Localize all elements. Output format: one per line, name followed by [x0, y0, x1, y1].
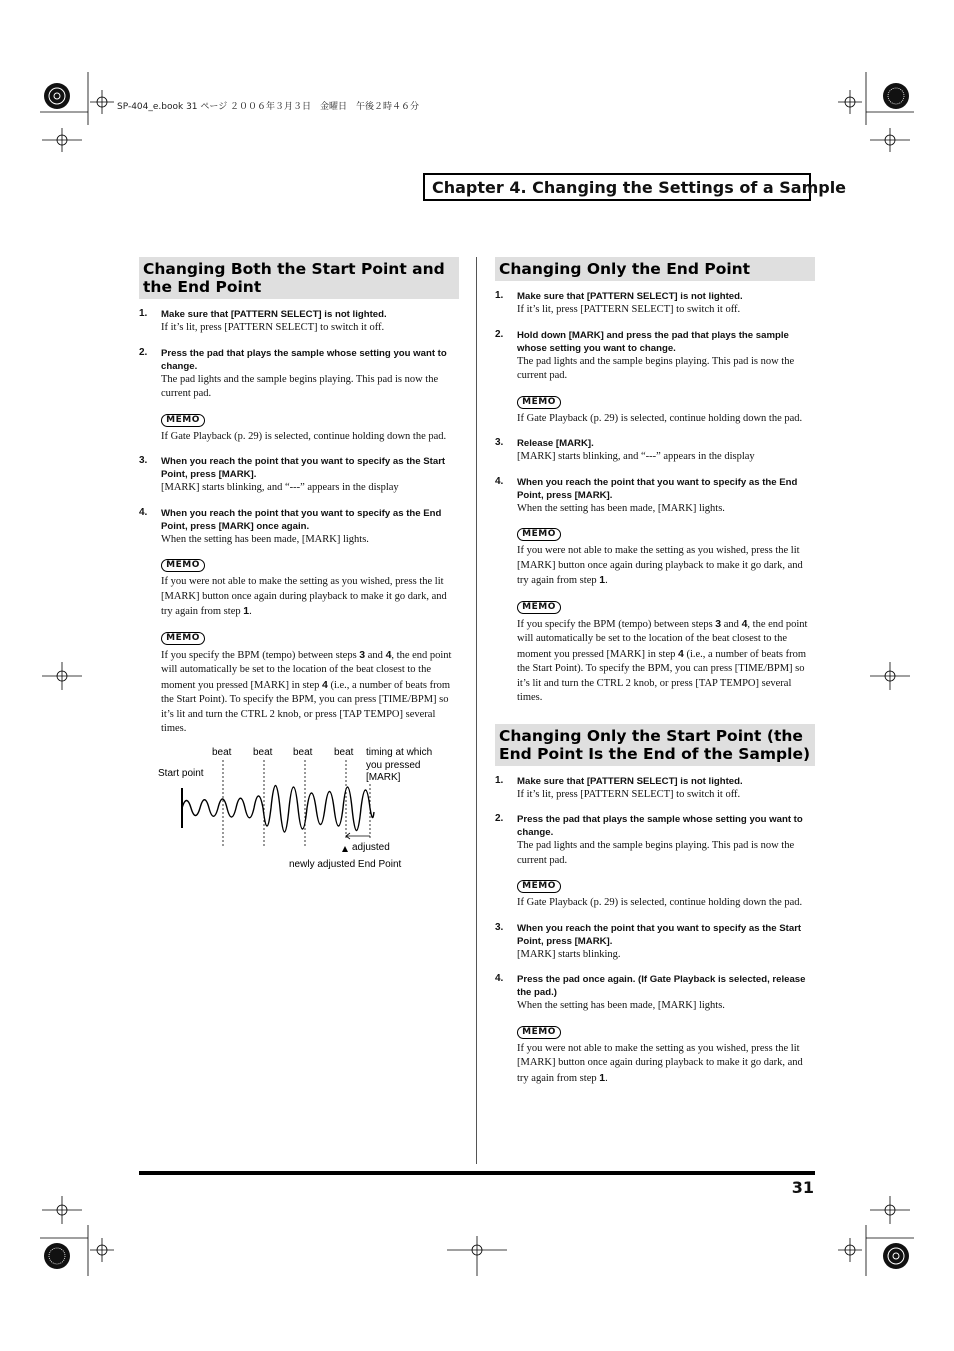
- step-title: Make sure that [PATTERN SELECT] is not lighted.: [517, 291, 743, 302]
- beat-label: beat: [212, 747, 232, 758]
- step-item: [495, 476, 815, 706]
- step-ref: 4: [677, 647, 684, 660]
- memo-text-part: If you were not able to make the setting as you wished, press the lit [MARK] button once again during playback to make it go dark, and try again from step: [517, 545, 803, 586]
- memo-icon: MEMO: [161, 559, 205, 572]
- step-title: Hold down [MARK] and press the pad that plays the sample whose setting you want to change.: [517, 329, 789, 354]
- step-body: If it’s lit, press [PATTERN SELECT] to switch it off.: [517, 304, 741, 315]
- step-ref: 4: [321, 678, 328, 691]
- memo-icon: MEMO: [517, 601, 561, 614]
- step-item: [139, 347, 459, 445]
- step-ref: 4: [385, 648, 392, 661]
- step-number: 2.: [495, 328, 504, 340]
- memo-text: [517, 544, 815, 589]
- memo-text-part: .: [605, 575, 608, 586]
- memo-note: [517, 596, 815, 706]
- memo-note: [161, 554, 459, 620]
- section-heading-start-point: Changing Only the Start Point (the End Point Is the End of the Sample): [495, 724, 815, 766]
- step-number: 2.: [139, 346, 148, 358]
- memo-text: If Gate Playback (p. 29) is selected, continue holding down the pad.: [517, 897, 803, 908]
- step-body: When the setting has been made, [MARK] lights.: [161, 533, 369, 545]
- memo-icon: MEMO: [517, 1026, 561, 1039]
- section-heading-end-point: Changing Only the End Point: [495, 257, 815, 281]
- step-ref: 4: [741, 617, 748, 630]
- memo-text-part: and: [365, 649, 386, 661]
- waveform-diagram: [150, 740, 450, 875]
- page-number: 31: [791, 1178, 814, 1197]
- step-title: Press the pad once again. (If Gate Playback is selected, release the pad.): [517, 974, 806, 998]
- step-number: 1.: [139, 308, 148, 319]
- memo-text-part: If you were not able to make the setting as you wished, press the lit [MARK] button once again during playback to make it go dark, and try again from step: [517, 1042, 803, 1084]
- printer-slug: SP-404_e.book 31 ページ ２００６年３月３日 金曜日 午後２時４６分: [117, 102, 420, 112]
- step-item: [495, 973, 815, 1086]
- memo-note: [517, 523, 815, 589]
- end-point-marker: [342, 846, 348, 852]
- memo-text-part: , the end point will automatically be set to the location of the beat closest to the moment you pressed [MARK] in step: [161, 649, 452, 691]
- memo-text: [161, 648, 459, 737]
- section-heading-both-points: Changing Both the Start Point and the End Point: [139, 257, 459, 299]
- memo-text: If Gate Playback (p. 29) is selected, continue holding down the pad.: [161, 430, 447, 442]
- memo-note: [517, 1021, 815, 1087]
- step-number: 3.: [495, 437, 504, 448]
- footer-rule: [139, 1171, 815, 1175]
- left-column: [139, 257, 459, 748]
- adjusted-label: adjusted: [352, 842, 390, 853]
- memo-text: [517, 617, 815, 706]
- step-number: 4.: [139, 506, 148, 518]
- steps-both-points: [139, 308, 459, 737]
- step-title: When you reach the point that you want to specify as the End Point, press [MARK].: [517, 476, 798, 501]
- waveform-line: [182, 786, 374, 833]
- memo-text-part: If you specify the BPM (tempo) between steps: [517, 618, 716, 630]
- memo-text-part: , the end point will automatically be set to the location of the beat closest to the moment you pressed [MARK] in step: [517, 618, 808, 660]
- memo-note: [517, 875, 815, 911]
- chapter-title: Chapter 4. Changing the Settings of a Sample: [423, 173, 811, 201]
- memo-note: [161, 409, 459, 445]
- memo-text-part: and: [721, 618, 742, 630]
- memo-text: [517, 1042, 815, 1087]
- memo-icon: MEMO: [161, 632, 205, 645]
- step-body: When the setting has been made, [MARK] lights.: [517, 1000, 725, 1011]
- step-item: [495, 290, 815, 318]
- step-ref: 1: [599, 574, 606, 586]
- column-divider: [476, 257, 477, 1164]
- memo-icon: MEMO: [161, 414, 205, 427]
- step-title: Release [MARK].: [517, 438, 594, 449]
- memo-text-part: .: [249, 606, 252, 617]
- step-number: 3.: [495, 921, 504, 933]
- memo-icon: MEMO: [517, 396, 561, 409]
- step-item: [495, 329, 815, 427]
- step-ref: 1: [243, 605, 250, 617]
- start-point-label: Start point: [158, 768, 204, 779]
- memo-text-part: .: [605, 1072, 608, 1084]
- memo-text: [161, 575, 459, 620]
- right-column: [495, 257, 815, 1097]
- step-number: 4.: [495, 973, 504, 984]
- steps-end-point: [495, 290, 815, 706]
- step-number: 2.: [495, 813, 504, 824]
- step-title: Press the pad that plays the sample whose setting you want to change.: [517, 814, 803, 838]
- step-ref: 1: [599, 1071, 606, 1084]
- timing-label: timing at which: [366, 747, 433, 758]
- step-item: [495, 922, 815, 963]
- step-item: [495, 775, 815, 803]
- step-item: [495, 437, 815, 465]
- memo-icon: MEMO: [517, 528, 561, 541]
- step-number: 4.: [495, 475, 504, 487]
- step-title: Press the pad that plays the sample whose setting you want to change.: [161, 347, 447, 372]
- memo-note: [517, 391, 815, 427]
- step-ref: 3: [359, 648, 366, 661]
- memo-text-part: If you specify the BPM (tempo) between steps: [161, 649, 360, 661]
- beat-label: beat: [293, 747, 313, 758]
- step-item: [139, 308, 459, 336]
- timing-label: [MARK]: [366, 772, 401, 783]
- beat-label: beat: [334, 747, 354, 758]
- step-title: Make sure that [PATTERN SELECT] is not lighted.: [517, 775, 743, 787]
- step-item: [139, 455, 459, 496]
- step-ref: 3: [715, 617, 722, 630]
- memo-text-part: (i.e., a number of beats from the Start Point). To specify the BPM, you can press [TIME/BPM] so it’s lit and turn the CTRL 2 knob, or press [TAP TEMPO] several times.: [517, 648, 806, 703]
- step-body: The pad lights and the sample begins playing. This pad is now the current pad.: [517, 355, 795, 381]
- adjusted-arrow: [346, 833, 370, 839]
- memo-text: If Gate Playback (p. 29) is selected, continue holding down the pad.: [517, 412, 803, 424]
- memo-text-part: If you were not able to make the setting as you wished, press the lit [MARK] button once again during playback to make it go dark, and try again from step: [161, 576, 447, 617]
- steps-start-point: [495, 775, 815, 1087]
- step-body: When the setting has been made, [MARK] lights.: [517, 502, 725, 514]
- step-title: When you reach the point that you want to specify as the Start Point, press [MARK].: [161, 456, 446, 480]
- step-body: [MARK] starts blinking, and “---” appears in the display: [517, 451, 755, 462]
- step-body: [MARK] starts blinking.: [517, 948, 621, 960]
- step-number: 1.: [495, 290, 504, 301]
- step-number: 1.: [495, 774, 504, 786]
- memo-note: [161, 627, 459, 737]
- step-body: The pad lights and the sample begins playing. This pad is now the current pad.: [161, 373, 439, 399]
- step-title: Make sure that [PATTERN SELECT] is not lighted.: [161, 309, 387, 320]
- step-title: When you reach the point that you want to specify as the End Point, press [MARK] once again.: [161, 507, 442, 532]
- memo-text-part: (i.e., a number of beats from the Start Point). To specify the BPM, you can press [TIME/BPM] so it’s lit and turn the CTRL 2 knob, or press [TAP TEMPO] several times.: [161, 679, 450, 734]
- step-item: [495, 813, 815, 911]
- step-number: 3.: [139, 455, 148, 466]
- beat-label: beat: [253, 747, 273, 758]
- step-title: When you reach the point that you want to specify as the Start Point, press [MARK].: [517, 922, 802, 947]
- end-point-label: newly adjusted End Point: [289, 859, 402, 870]
- timing-label: you pressed: [366, 760, 421, 771]
- step-body: If it’s lit, press [PATTERN SELECT] to switch it off.: [161, 322, 385, 333]
- step-item: [139, 507, 459, 737]
- step-body: [MARK] starts blinking, and “---” appears in the display: [161, 482, 399, 493]
- memo-icon: MEMO: [517, 880, 561, 893]
- step-body: If it’s lit, press [PATTERN SELECT] to switch it off.: [517, 788, 741, 800]
- step-body: The pad lights and the sample begins playing. This pad is now the current pad.: [517, 840, 795, 866]
